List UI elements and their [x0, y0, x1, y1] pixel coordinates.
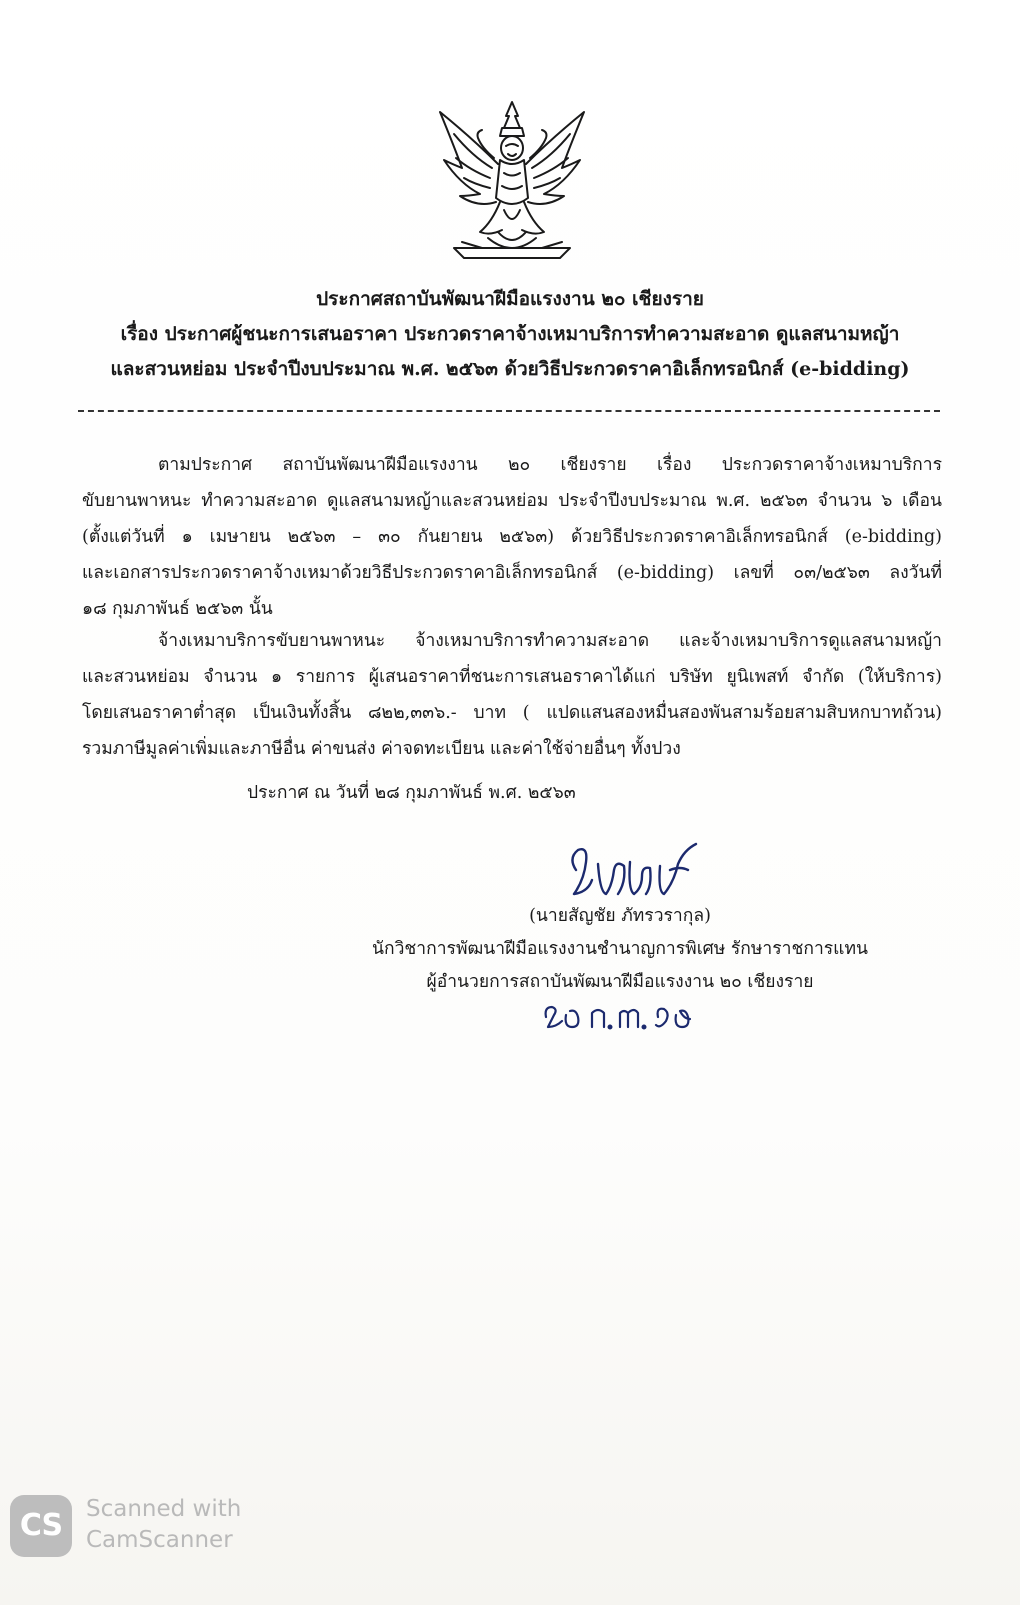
title-line-1: ประกาศสถาบันพัฒนาฝีมือแรงงาน ๒๐ เชียงราย: [316, 288, 704, 310]
signer-position-1: นักวิชาการพัฒนาฝีมือแรงงานชำนาญการพิเศษ รักษาราชการแทน: [372, 939, 868, 959]
paragraph-2: [82, 623, 942, 767]
signer-name: (นายสัญชัย ภัทรวรากุล): [529, 906, 711, 926]
paragraph-2-line: รวมภาษีมูลค่าเพิ่มและภาษีอื่น ค่าขนส่ง ค่าจดทะเบียน และค่าใช้จ่ายอื่นๆ ทั้งปวง: [82, 739, 681, 759]
paragraph-1-line: (ตั้งแต่วันที่ ๑ เมษายน ๒๕๖๓ – ๓๐ กันยายน ๒๕๖๓) ด้วยวิธีประกวดราคาอิเล็กทรอนิกส์ (e-bidding): [82, 527, 942, 547]
camscanner-watermark: [86, 1494, 241, 1556]
handwritten-date: [540, 997, 700, 1033]
dashed-divider: [78, 410, 940, 412]
paragraph-1-line: ตามประกาศ สถาบันพัฒนาฝีมือแรงงาน ๒๐ เชียงราย เรื่อง ประกวดราคาจ้างเหมาบริการ: [158, 455, 942, 475]
announcement-date: ประกาศ ณ วันที่ ๒๘ กุมภาพันธ์ พ.ศ. ๒๕๖๓: [247, 783, 576, 803]
title-line-3: และสวนหย่อม ประจำปีงบประมาณ พ.ศ. ๒๕๖๓ ด้วยวิธีประกวดราคาอิเล็กทรอนิกส์ (e-bidding): [110, 358, 910, 380]
paragraph-1-line: ๑๘ กุมภาพันธ์ ๒๕๖๓ นั้น: [82, 599, 273, 619]
paragraph-1: [82, 447, 942, 627]
signer-position-2: ผู้อำนวยการสถาบันพัฒนาฝีมือแรงงาน ๒๐ เชียงราย: [426, 972, 814, 992]
title-line-2: เรื่อง ประกาศผู้ชนะการเสนอราคา ประกวดราคาจ้างเหมาบริการทำความสะอาด ดูแลสนามหญ้า: [120, 323, 900, 345]
announcement-title: [60, 282, 960, 387]
paragraph-2-line: จ้างเหมาบริการขับยานพาหนะ จ้างเหมาบริการทำความสะอาด และจ้างเหมาบริการดูแลสนามหญ้า: [158, 631, 942, 651]
handwritten-signature-icon: [562, 836, 712, 900]
watermark-line-2: CamScanner: [86, 1527, 233, 1553]
signature-block: [340, 900, 900, 999]
garuda-emblem-icon: [432, 98, 592, 263]
paragraph-2-line: และสวนหย่อม จำนวน ๑ รายการ ผู้เสนอราคาที่ชนะการเสนอราคาได้แก่ บริษัท ยูนิเพสท์ จำกัด (ให้บริการ): [82, 667, 942, 687]
camscanner-logo: CS: [10, 1495, 72, 1557]
paragraph-1-line: และเอกสารประกวดราคาจ้างเหมาด้วยวิธีประกวดราคาอิเล็กทรอนิกส์ (e-bidding) เลขที่ ๐๓/๒๕๖๓ ลงวันที่: [82, 563, 942, 583]
watermark-line-1: Scanned with: [86, 1496, 242, 1522]
paragraph-2-line: โดยเสนอราคาต่ำสุด เป็นเงินทั้งสิ้น ๘๒๒,๓๓๖.- บาท ( แปดแสนสองหมื่นสองพันสามร้อยสามสิบหกบาทถ้วน): [82, 703, 942, 723]
paragraph-1-line: ขับยานพาหนะ ทำความสะอาด ดูแลสนามหญ้าและสวนหย่อม ประจำปีงบประมาณ พ.ศ. ๒๕๖๓ จำนวน ๖ เดือน: [82, 491, 942, 511]
